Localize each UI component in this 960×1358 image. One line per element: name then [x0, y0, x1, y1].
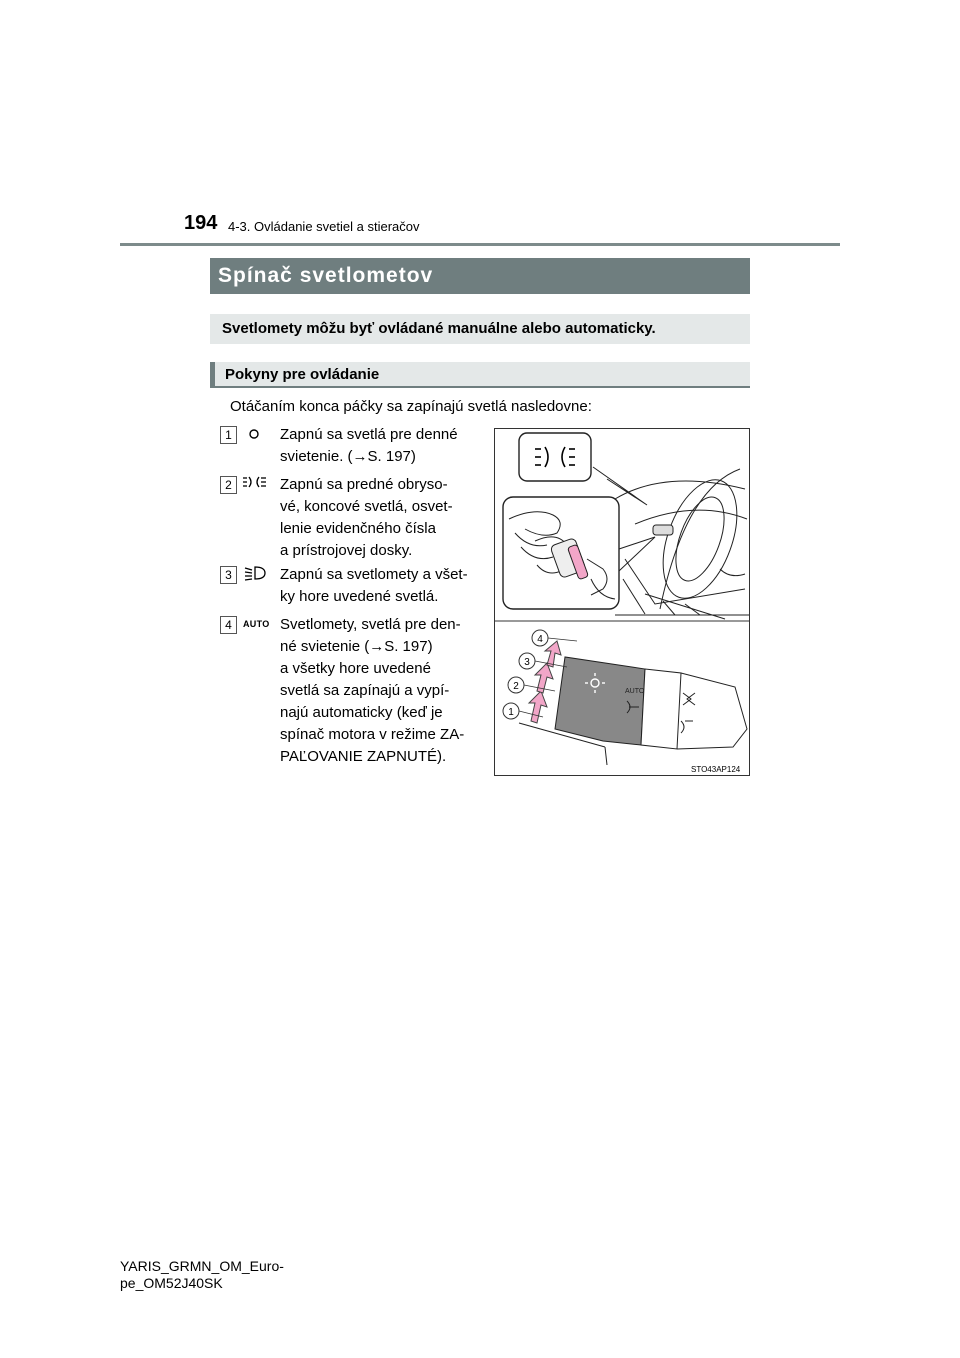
callout-number: 2 [513, 681, 519, 692]
callout-number: 1 [508, 707, 514, 718]
callout-number: 4 [537, 634, 543, 645]
item-line: a všetky hore uvedené [280, 660, 431, 677]
subsection-title: Pokyny pre ovládanie [210, 362, 750, 388]
item-line: Svetlomety, svetlá pre den- [280, 616, 461, 633]
auto-text-icon: AUTO [243, 619, 270, 629]
figure-code: STO43AP124 [691, 765, 741, 774]
item-number: 2 [220, 476, 237, 494]
headlights-icon [244, 565, 266, 581]
parking-lights-icon [242, 474, 268, 490]
item-text [280, 474, 480, 562]
light-switch-figure [494, 428, 750, 776]
item-line: a prístrojovej dosky. [280, 542, 413, 559]
item-line: PAĽOVANIE ZAPNUTÉ). [280, 748, 447, 765]
item-line: ky hore uvedené svetlá. [280, 588, 439, 605]
item-text [280, 424, 480, 468]
item-line: svietenie. (→S. 197) [280, 448, 416, 465]
header-rule [120, 243, 840, 246]
item-text [280, 564, 480, 608]
item-number: 4 [220, 616, 237, 634]
item-line: vé, koncové svetlá, osvet- [280, 498, 453, 515]
item-line: svetlá sa zapínajú a vypí- [280, 682, 450, 699]
item-line: Zapnú sa svetlomety a všet- [280, 566, 468, 583]
chapter-title: 4-3. Ovládanie svetiel a stieračov [228, 219, 420, 234]
figure-illustration [495, 429, 750, 776]
item-line: Zapnú sa svetlá pre denné [280, 426, 458, 443]
section-title: Spínač svetlometov [210, 258, 750, 294]
item-line: lenie evidenčného čísla [280, 520, 436, 537]
item-line: spínač motora v režime ZA- [280, 726, 465, 743]
off-circle-icon [248, 428, 260, 440]
page-number: 194 [184, 212, 218, 234]
section-intro: Svetlomety môžu byť ovládané manuálne alebo automaticky. [210, 314, 750, 344]
lead-text: Otáčaním konca páčky sa zapínajú svetlá nasledovne: [230, 398, 592, 415]
item-number: 3 [220, 566, 237, 584]
item-line: najú automaticky (keď je [280, 704, 443, 721]
footer-line: YARIS_GRMN_OM_Euro- [120, 1258, 284, 1274]
item-number: 1 [220, 426, 237, 444]
footer-doc-code [120, 1258, 284, 1292]
switch-auto-label: AUTO [625, 688, 645, 695]
item-text [280, 614, 480, 768]
callout-number: 3 [524, 657, 530, 668]
footer-line: pe_OM52J40SK [120, 1275, 223, 1291]
item-line: Zapnú sa predné obryso- [280, 476, 448, 493]
item-line: né svietenie (→S. 197) [280, 638, 433, 655]
